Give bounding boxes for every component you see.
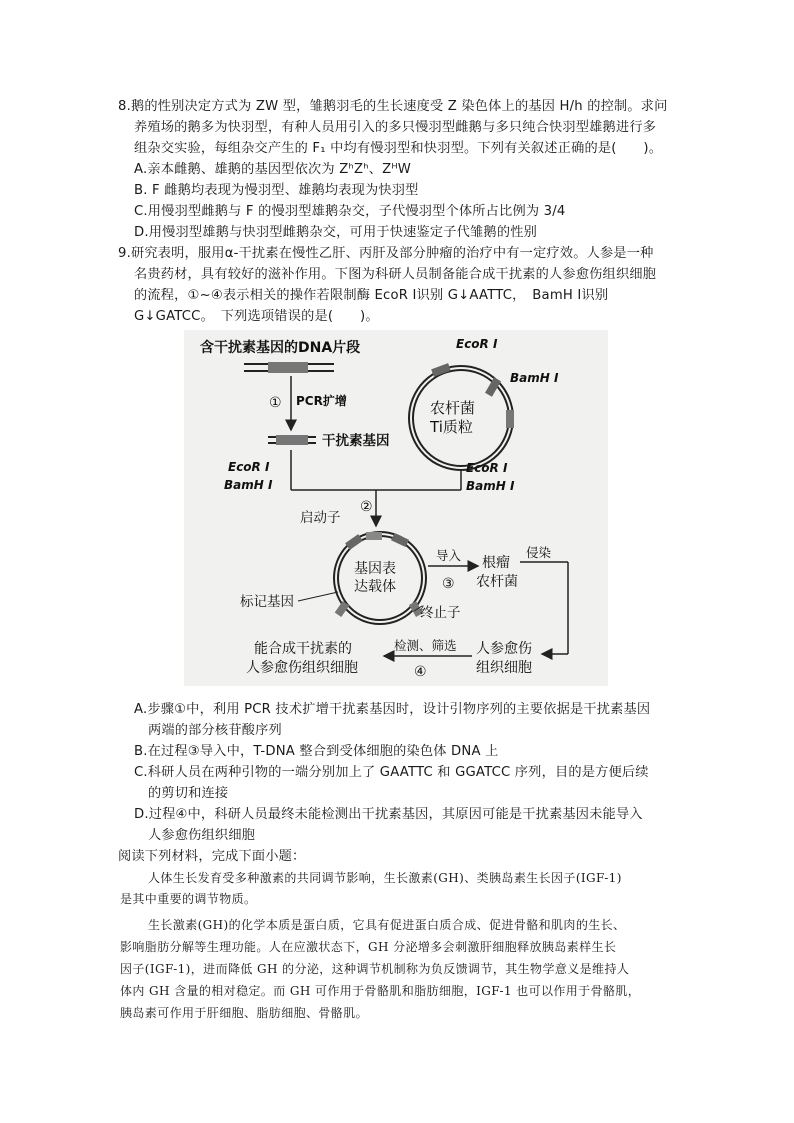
reading-para2-line-5: 胰岛素可作用于肝细胞、脂肪细胞、骨骼肌。: [120, 1006, 369, 1020]
q9-stem-line-3: 的流程，①~④表示相关的操作若限制酶 EcoR Ⅰ识别 G↓AATTC， BamH Ⅰ识别: [134, 288, 609, 303]
root-label-line2: 农杆菌: [476, 574, 518, 590]
gene-label: 干扰素基因: [322, 433, 390, 449]
ecori-plasmid-label: EcoR Ⅰ: [456, 337, 498, 351]
root-label-line1: 根瘤: [482, 555, 510, 571]
flow-diagram: [184, 330, 608, 686]
q9-option-d-line-2: 人参愈伤组织细胞: [148, 828, 256, 843]
q9-option-c-line-1: C.科研人员在两种引物的一端分别加上了 GAATTC 和 GGATCC 序列，目的是方便后续: [134, 765, 649, 780]
bamhi-plasmid-label: BamH Ⅰ: [510, 371, 559, 385]
terminator-label: 终止子: [420, 605, 461, 621]
q9-stem-line-4: G↓GATCC。 下列选项错误的是( )。: [134, 309, 379, 324]
q9-option-b: B.在过程③导入中，T-DNA 整合到受体细胞的染色体 DNA 上: [134, 744, 499, 759]
q9-option-d-line-1: D.过程④中，科研人员最终未能检测出干扰素基因，其原因可能是干扰素基因未能导入: [134, 807, 643, 822]
bamhi-right-label: BamH Ⅰ: [466, 479, 515, 493]
q8-option-a: A.亲本雌鹅、雄鹅的基因型依次为 ZʰZʰ、ZᴴW: [134, 162, 412, 177]
q9-stem-line-2: 名贵药材，具有较好的滋补作用。下图为科研人员制备能合成干扰素的人参愈伤组织细胞: [134, 267, 657, 282]
callus-label-line1: 人参愈伤: [476, 641, 532, 657]
q9-stem-line-1: 9.研究表明，服用α-干扰素在慢性乙肝、丙肝及部分肿瘤的治疗中有一定疗效。人参是一种: [118, 246, 654, 261]
q8-option-c: C.用慢羽型雌鹅与 F 的慢羽型雄鹅杂交，子代慢羽型个体所占比例为 3/4: [134, 204, 566, 219]
result-label-line1: 能合成干扰素的: [254, 641, 352, 657]
reading-para2-line-1: 生长激素(GH)的化学本质是蛋白质，它具有促进蛋白质合成、促进骨骼和肌肉的生长、: [148, 918, 626, 932]
promoter-label: 启动子: [300, 510, 341, 526]
reading-intro: 阅读下列材料，完成下面小题：: [118, 849, 306, 864]
plasmid-label-line2: Ti质粒: [430, 418, 473, 436]
result-label-line2: 人参愈伤组织细胞: [246, 660, 358, 676]
plasmid-label-line1: 农杆菌: [430, 399, 476, 417]
reading-para2-line-2: 影响脂肪分解等生理功能。人在应激状态下，GH 分泌增多会刺激肝细胞释放胰岛素样生长: [120, 940, 617, 954]
marker-gene-label: 标记基因: [240, 594, 294, 610]
pcr-label: PCR扩增: [296, 394, 347, 408]
q8-stem-line-3: 组杂交实验，每组杂交产生的 F₁ 中均有慢羽型和快羽型。下列有关叙述正确的是( )。: [134, 141, 663, 156]
q8-stem-line-1: 8.鹅的性别决定方式为 ZW 型，雏鹅羽毛的生长速度受 Z 染色体上的基因 H/h 的控制。求问: [118, 99, 668, 114]
q9-option-c-line-2: 的剪切和连接: [148, 786, 229, 801]
q9-option-a-line-1: A.步骤①中，利用 PCR 技术扩增干扰素基因时，设计引物序列的主要依据是干扰素基因: [134, 702, 651, 717]
vector-label-line1: 基因表: [354, 561, 396, 577]
reading-para1-line-2: 是其中重要的调节物质。: [120, 892, 257, 906]
vector-label-line2: 达载体: [354, 579, 396, 595]
infect-label: 侵染: [526, 545, 552, 560]
q8-option-d: D.用慢羽型雄鹅与快羽型雌鹅杂交，可用于快速鉴定子代雏鹅的性别: [134, 225, 537, 240]
bamhi-gene-label: BamH Ⅰ: [224, 478, 273, 492]
step1-marker: ①: [269, 395, 282, 411]
q8-option-b: B. F 雌鹅均表现为慢羽型、雄鹅均表现为快羽型: [134, 183, 419, 198]
q8-stem-line-2: 养殖场的鹅多为快羽型，有种人员用引入的多只慢羽型雌鹅与多只纯合快羽型雄鹅进行多: [134, 120, 657, 135]
import-label: 导入: [436, 548, 462, 563]
reading-para2-line-4: 体内 GH 含量的相对稳定。而 GH 可作用于骨骼肌和脂肪细胞，IGF-1 也可以作用于骨骼肌，: [120, 984, 641, 998]
dna-fragment-label: 含干扰素基因的DNA片段: [200, 340, 361, 356]
detect-label: 检测、筛选: [394, 638, 457, 653]
step4-marker: ④: [414, 664, 427, 680]
reading-para1-line-1: 人体生长发育受多种激素的共同调节影响，生长激素(GH)、类胰岛素生长因子(IGF-1): [148, 871, 622, 885]
step2-marker: ②: [360, 499, 373, 515]
reading-para2-line-3: 因子(IGF-1)，进而降低 GH 的分泌，这种调节机制称为负反馈调节，其生物学意义是维持人: [120, 962, 630, 976]
step3-marker: ③: [442, 576, 455, 592]
ecori-right-label: EcoR Ⅰ: [466, 461, 508, 475]
q9-option-a-line-2: 两端的部分核苷酸序列: [148, 723, 282, 738]
callus-label-line2: 组织细胞: [476, 660, 532, 676]
ecori-gene-label: EcoR Ⅰ: [228, 460, 270, 474]
